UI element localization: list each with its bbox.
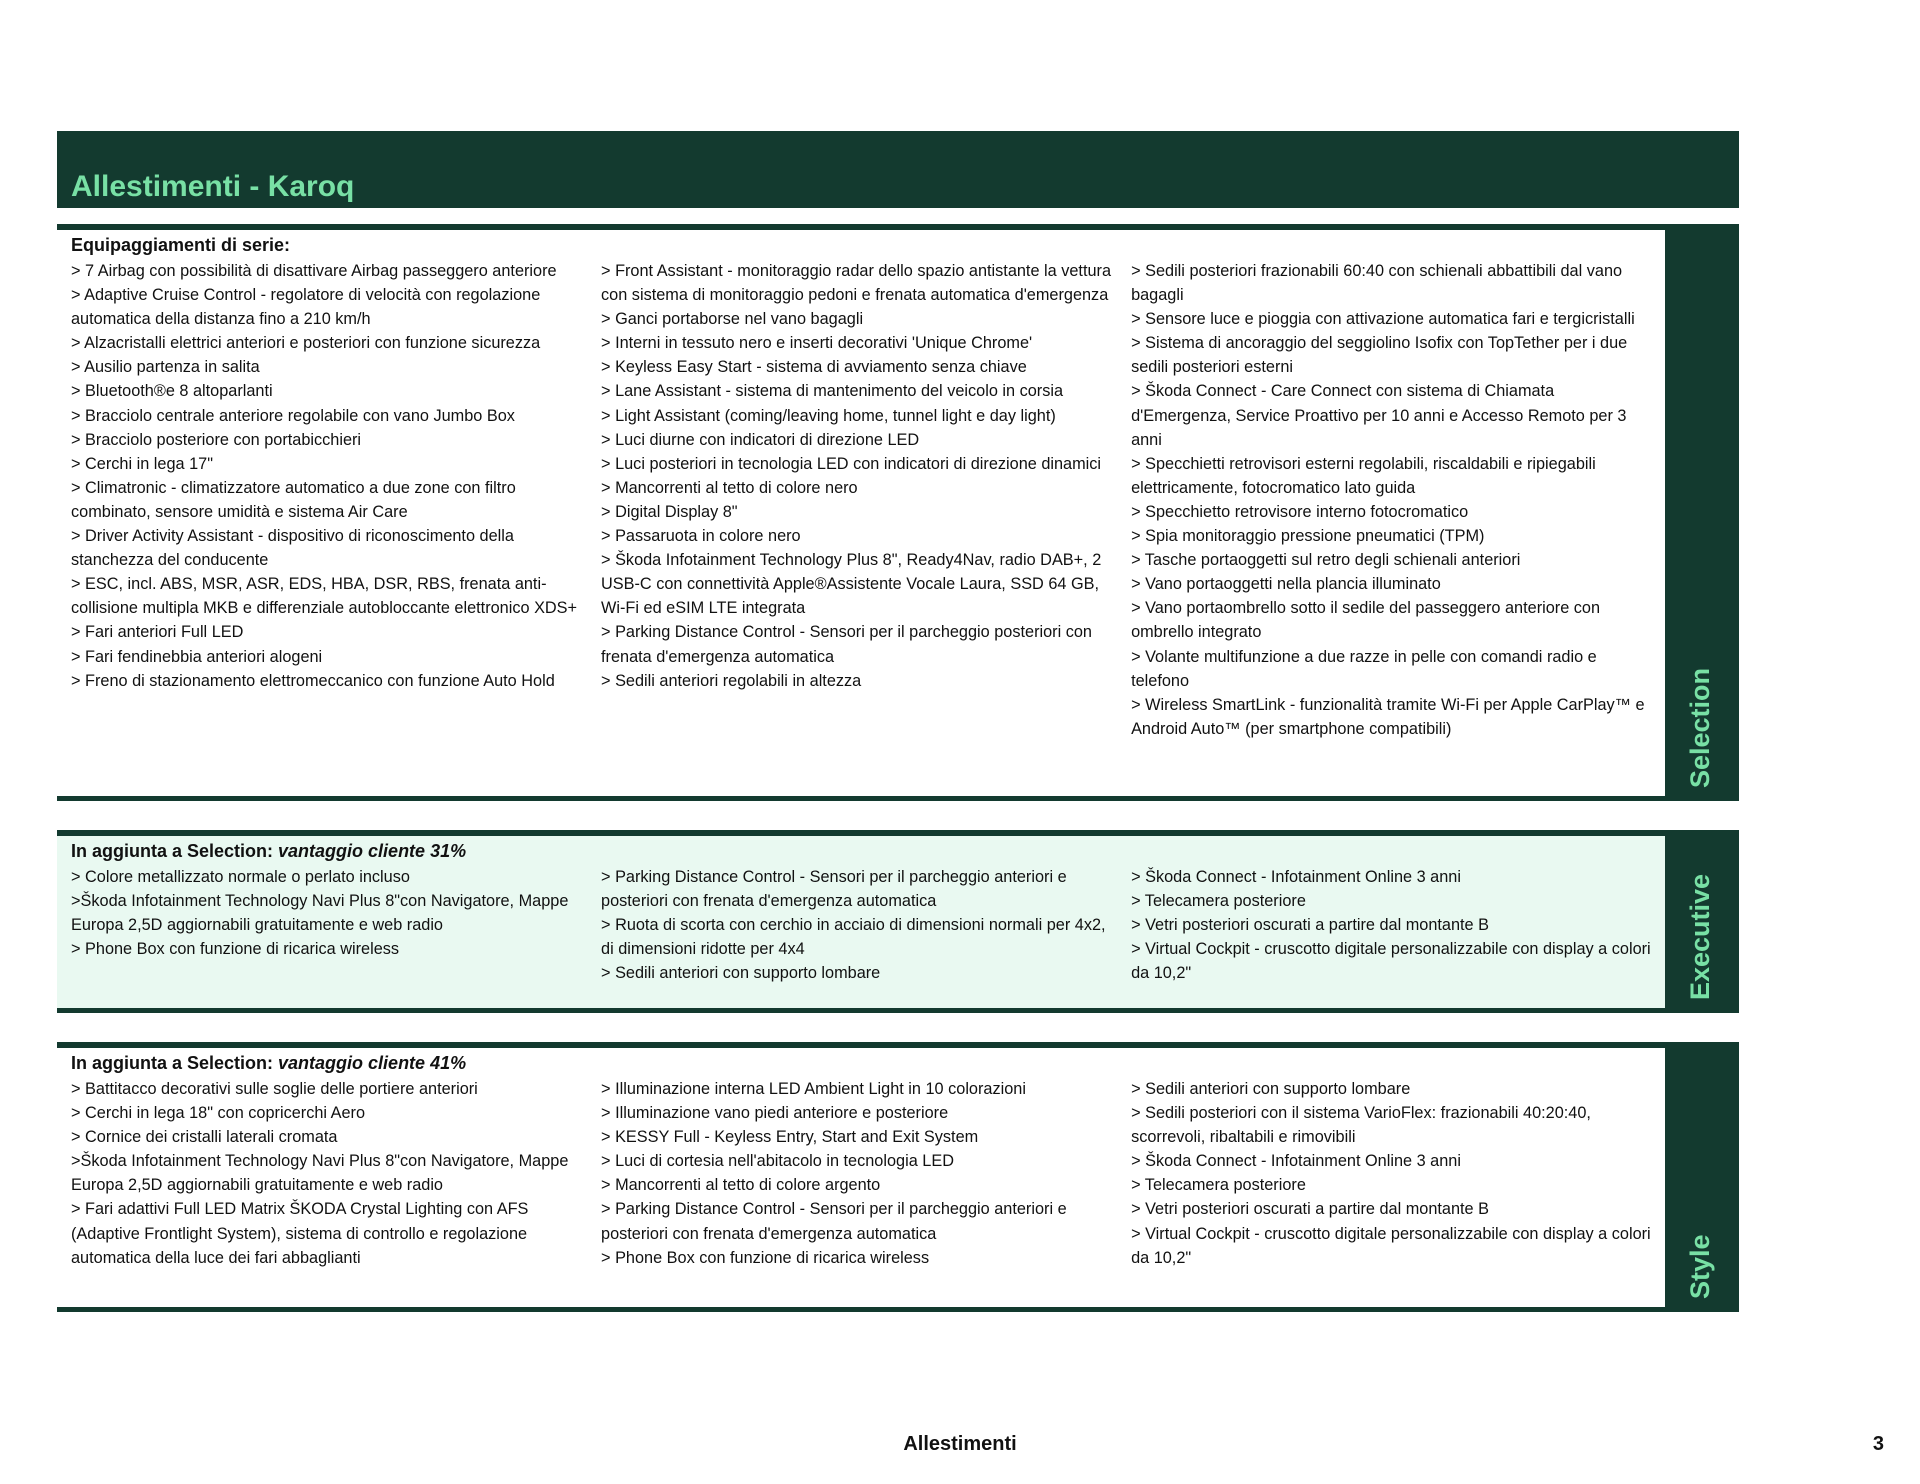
feature-item: > Front Assistant - monitoraggio radar dello spazio antistante la vettura con sistema di monitoraggio pedoni e frenata automatica d'emergenza <box>601 262 1111 305</box>
feature-item: > Freno di stazionamento elettromeccanico con funzione Auto Hold <box>71 671 555 690</box>
feature-item: > Virtual Cockpit - cruscotto digitale personalizzabile con display a colori da 10,2" <box>1131 940 1651 983</box>
section-content <box>57 836 1665 1008</box>
feature-item: > Light Assistant (coming/leaving home, tunnel light e day light) <box>601 406 1056 425</box>
feature-columns <box>71 259 1651 741</box>
feature-item: > Volante multifunzione a due razze in pelle con comandi radio e telefono <box>1131 647 1597 690</box>
page-title: Allestimenti - Karoq <box>71 170 355 203</box>
feature-item: > Cornice dei cristalli laterali cromata <box>71 1128 338 1147</box>
footer-label: Allestimenti <box>903 1433 1017 1455</box>
heading-emphasis: vantaggio cliente 41% <box>278 1053 467 1073</box>
page-number: 3 <box>1872 1433 1884 1455</box>
feature-item: > Telecamera posteriore <box>1131 892 1306 911</box>
feature-item: > Sensore luce e pioggia con attivazione automatica fari e tergicristalli <box>1131 310 1635 329</box>
heading-emphasis: vantaggio cliente 31% <box>278 841 467 861</box>
feature-column <box>601 865 1131 985</box>
feature-item: > Keyless Easy Start - sistema di avviamento senza chiave <box>601 358 1027 377</box>
trim-label: Executive <box>1685 873 1715 1000</box>
feature-columns <box>71 865 1651 985</box>
feature-item: > Luci di cortesia nell'abitacolo in tecnologia LED <box>601 1152 954 1171</box>
trim-label: Selection <box>1685 667 1715 788</box>
feature-item: > Alzacristalli elettrici anteriori e posteriori con funzione sicurezza <box>71 334 541 353</box>
feature-item: > Illuminazione vano piedi anteriore e posteriore <box>601 1104 949 1123</box>
feature-item: > Driver Activity Assistant - dispositivo di riconoscimento della stanchezza del conducente <box>71 527 514 570</box>
feature-item: >Škoda Infotainment Technology Navi Plus 8"con Navigatore, Mappe Europa 2,5D aggiornabili gratuitamente e web radio <box>71 1152 569 1195</box>
feature-item: > Digital Display 8" <box>601 502 738 521</box>
feature-item: > Spia monitoraggio pressione pneumatici (TPM) <box>1131 527 1485 546</box>
feature-item: > Luci posteriori in tecnologia LED con indicatori di direzione dinamici <box>601 454 1102 473</box>
feature-item: > Cerchi in lega 18" con copricerchi Aero <box>71 1104 366 1123</box>
trim-tab <box>1665 1048 1739 1307</box>
feature-item: > Specchietto retrovisore interno fotocromatico <box>1131 502 1469 521</box>
feature-item: > Battitacco decorativi sulle soglie delle portiere anteriori <box>71 1080 478 1098</box>
feature-item: > Škoda Connect - Care Connect con sistema di Chiamata d'Emergenza, Service Proattivo per 10 anni e Accesso Remoto per 3 anni <box>1131 382 1627 449</box>
feature-column <box>1131 1077 1651 1270</box>
feature-item: > Bracciolo posteriore con portabicchieri <box>71 430 362 449</box>
feature-item: > Parking Distance Control - Sensori per il parcheggio posteriori con frenata d'emergenza automatica <box>601 623 1092 666</box>
feature-item: > Ruota di scorta con cerchio in acciaio di dimensioni normali per 4x2, di dimensioni ridotte per 4x4 <box>601 916 1106 959</box>
feature-column <box>71 259 601 741</box>
feature-item: > Illuminazione interna LED Ambient Light in 10 colorazioni <box>601 1080 1026 1098</box>
feature-item: > Škoda Connect - Infotainment Online 3 anni <box>1131 1152 1461 1171</box>
trim-tab <box>1665 230 1739 796</box>
section-style <box>57 1042 1739 1312</box>
section-executive <box>57 830 1739 1013</box>
feature-item: > Sedili posteriori con il sistema VarioFlex: frazionabili 40:20:40, scorrevoli, ribaltabili e rimovibili <box>1131 1104 1591 1147</box>
feature-item: > Škoda Infotainment Technology Plus 8", Ready4Nav, radio DAB+, 2 USB-C con connettività Apple®Assistente Vocale Laura, SSD 64 GB, Wi-Fi ed eSIM LTE integrata <box>601 551 1102 618</box>
feature-item: > Interni in tessuto nero e inserti decorativi 'Unique Chrome' <box>601 334 1033 353</box>
feature-item: > Vetri posteriori oscurati a partire dal montante B <box>1131 1200 1489 1219</box>
feature-item: > Fari anteriori Full LED <box>71 623 244 642</box>
section-heading <box>71 840 1651 862</box>
feature-column <box>71 1077 601 1270</box>
section-content <box>57 230 1665 796</box>
feature-item: > Adaptive Cruise Control - regolatore di velocità con regolazione automatica della distanza fino a 210 km/h <box>71 286 541 329</box>
feature-item: > Sistema di ancoraggio del seggiolino Isofix con TopTether per i due sedili posteriori esterni <box>1131 334 1628 377</box>
feature-item: > Sedili anteriori con supporto lombare <box>1131 1080 1411 1098</box>
feature-item: > Ausilio partenza in salita <box>71 358 260 377</box>
feature-item: > Virtual Cockpit - cruscotto digitale personalizzabile con display a colori da 10,2" <box>1131 1224 1651 1267</box>
heading-text: Equipaggiamenti di serie: <box>71 235 291 255</box>
feature-item: > ESC, incl. ABS, MSR, ASR, EDS, HBA, DSR, RBS, frenata anti-collisione multipla MKB e differenziale autobloccante elettronico XDS+ <box>71 575 578 618</box>
feature-column <box>71 865 601 985</box>
feature-item: > Tasche portaoggetti sul retro degli schienali anteriori <box>1131 551 1521 570</box>
trim-tab <box>1665 836 1739 1008</box>
section-selection <box>57 224 1739 801</box>
feature-item: > Škoda Connect - Infotainment Online 3 anni <box>1131 868 1461 886</box>
feature-item: > Parking Distance Control - Sensori per il parcheggio anteriori e posteriori con frenata d'emergenza automatica <box>601 868 1067 911</box>
section-heading <box>71 234 1651 256</box>
feature-item: > Bracciolo centrale anteriore regolabile con vano Jumbo Box <box>71 406 515 425</box>
feature-item: > Phone Box con funzione di ricarica wireless <box>601 1248 930 1267</box>
feature-item: > Vano portaoggetti nella plancia illuminato <box>1131 575 1441 594</box>
section-heading <box>71 1052 1651 1074</box>
title-bar <box>57 131 1739 208</box>
section-content <box>57 1048 1665 1307</box>
feature-item: > Lane Assistant - sistema di mantenimento del veicolo in corsia <box>601 382 1064 401</box>
feature-item: > Phone Box con funzione di ricarica wireless <box>71 940 400 959</box>
feature-item: > Telecamera posteriore <box>1131 1176 1306 1195</box>
feature-item: > Ganci portaborse nel vano bagagli <box>601 310 864 329</box>
feature-item: > Mancorrenti al tetto di colore argento <box>601 1176 881 1195</box>
feature-item: > Vetri posteriori oscurati a partire dal montante B <box>1131 916 1489 935</box>
feature-column <box>601 1077 1131 1270</box>
feature-item: >Škoda Infotainment Technology Navi Plus 8"con Navigatore, Mappe Europa 2,5D aggiornabili gratuitamente e web radio <box>71 892 569 935</box>
feature-column <box>1131 259 1651 741</box>
feature-item: > 7 Airbag con possibilità di disattivare Airbag passeggero anteriore <box>71 262 557 280</box>
feature-item: > Colore metallizzato normale o perlato incluso <box>71 868 410 886</box>
feature-item: > Vano portaombrello sotto il sedile del passeggero anteriore con ombrello integrato <box>1131 599 1601 642</box>
heading-text: In aggiunta a Selection: <box>71 841 279 861</box>
feature-column <box>601 259 1131 741</box>
feature-item: > Fari fendinebbia anteriori alogeni <box>71 647 323 666</box>
feature-item: > Mancorrenti al tetto di colore nero <box>601 478 858 497</box>
feature-item: > Specchietti retrovisori esterni regolabili, riscaldabili e ripiegabili elettricamente, fotocromatico lato guida <box>1131 454 1596 497</box>
feature-item: > Sedili posteriori frazionabili 60:40 con schienali abbattibili dal vano bagagli <box>1131 262 1623 305</box>
trim-label: Style <box>1685 1234 1715 1299</box>
feature-item: > Climatronic - climatizzatore automatico a due zone con filtro combinato, sensore umidità e sistema Air Care <box>71 478 516 521</box>
feature-item: > Wireless SmartLink - funzionalità tramite Wi-Fi per Apple CarPlay™ e Android Auto™ (per smartphone compatibili) <box>1131 695 1645 738</box>
feature-columns <box>71 1077 1651 1270</box>
feature-item: > Passaruota in colore nero <box>601 527 801 546</box>
feature-item: > Sedili anteriori con supporto lombare <box>601 964 881 983</box>
feature-item: > Parking Distance Control - Sensori per il parcheggio anteriori e posteriori con frenata d'emergenza automatica <box>601 1200 1067 1243</box>
feature-column <box>1131 865 1651 985</box>
feature-item: > Sedili anteriori regolabili in altezza <box>601 671 862 690</box>
feature-item: > Fari adattivi Full LED Matrix ŠKODA Crystal Lighting con AFS (Adaptive Frontlight System), sistema di controllo e regolazione automatica della luce dei fari abbaglianti <box>71 1200 529 1267</box>
feature-item: > Luci diurne con indicatori di direzione LED <box>601 430 920 449</box>
feature-item: > Bluetooth®e 8 altoparlanti <box>71 382 273 401</box>
heading-text: In aggiunta a Selection: <box>71 1053 279 1073</box>
feature-item: > Cerchi in lega 17" <box>71 454 213 473</box>
feature-item: > KESSY Full - Keyless Entry, Start and Exit System <box>601 1128 979 1147</box>
